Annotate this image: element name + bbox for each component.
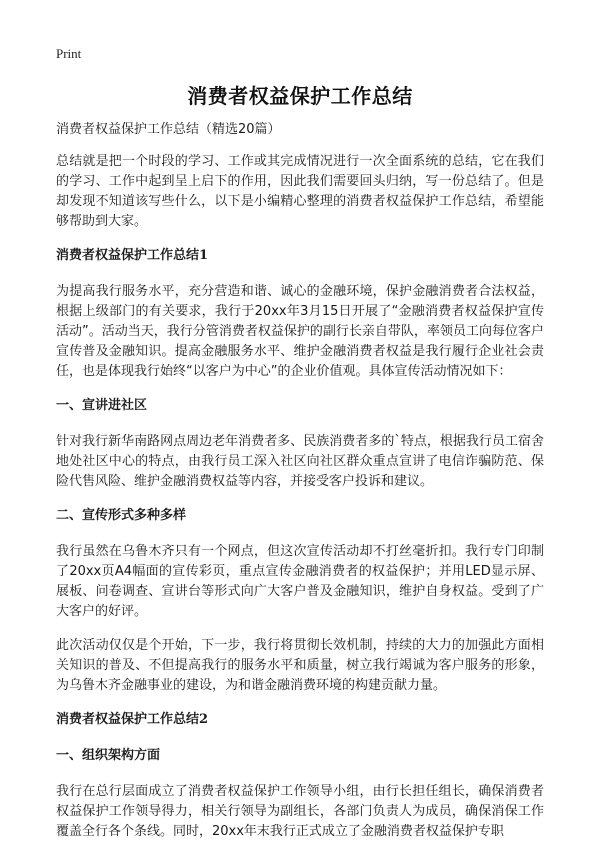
section-1-sub-1-text: 针对我行新华南路网点周边老年消费者多、民族消费者多的`特点，根据我行员工宿舍地处社区中心的特点，由我行员工深入社区向社区群众重点宣讲了电信诈骗防范、保险代售风险、维护金融消费权益等内容，并接受客户投诉和建议。	[56, 434, 544, 489]
section-2-sub-1-text: 我行在总行层面成立了消费者权益保护工作领导小组，由行长担任组长，确保消费者权益保护工作领导得力，相关行领导为副组长，各部门负责人为成员，确保消保工作覆盖全行各个条线。同时，20xx年末我行正式成立了金融消费者权益保护专职	[56, 784, 544, 839]
document-subtitle: 消费者权益保护工作总结（精选20篇）	[56, 122, 281, 137]
section-1-sub-2-heading: 二、宣传形式多种多样	[56, 508, 187, 523]
section-1-heading: 消费者权益保护工作总结1	[56, 248, 209, 263]
intro-paragraph: 总结就是把一个时段的学习、工作或其完成情况进行一次全面系统的总结，它在我们的学习、工作中起到呈上启下的作用，因此我们需要回头归纳，写一份总结了。但是却发现不知道该写些什么，以下是小编精心整理的消费者权益保护工作总结，希望能够帮助到大家。	[56, 154, 544, 229]
section-1-sub-2-text: 我行虽然在乌鲁木齐只有一个网点，但这次宣传活动却不打丝毫折扣。我行专门印制了20xx页A4幅面的宣传彩页，重点宣传金融消费者的权益保护；并用LED显示屏、展板、问卷调查、宣讲台等形式向广大客户普及金融知识，维护自身权益。受到了广大客户的好评。	[56, 544, 544, 619]
section-1-sub-1-heading: 一、宣讲进社区	[56, 398, 148, 413]
section-2-heading: 消费者权益保护工作总结2	[56, 712, 209, 727]
page-title: 消费者权益保护工作总结	[187, 84, 413, 108]
section-1-paragraph: 为提高我行服务水平，充分营造和谐、诚心的金融环境，保护金融消费者合法权益，根据上级部门的有关要求，我行于20xx年3月15日开展了“金融消费者权益保护宣传活动”。活动当天，我行分管消费者权益保护的副行长亲自带队，率领员工向每位客户宣传普及金融知识。提高金融服务水平、维护金融消费者权益是我行履行企业社会责任，也是体现我行始终“以客户为中心”的企业价值观。具体宣传活动情况如下：	[56, 284, 544, 379]
section-2-sub-1-heading: 一、组织架构方面	[56, 748, 161, 763]
document-body	[56, 120, 544, 856]
print-label[interactable]: Print	[56, 46, 82, 61]
section-1-closing: 此次活动仅仅是个开始，下一步，我行将贯彻长效机制，持续的大力的加强此方面相关知识的普及、不但提高我行的服务水平和质量，树立我行竭诚为客户服务的形象，为乌鲁木齐金融事业的建设，为和谐金融消费环境的构建贡献力量。	[56, 638, 544, 693]
